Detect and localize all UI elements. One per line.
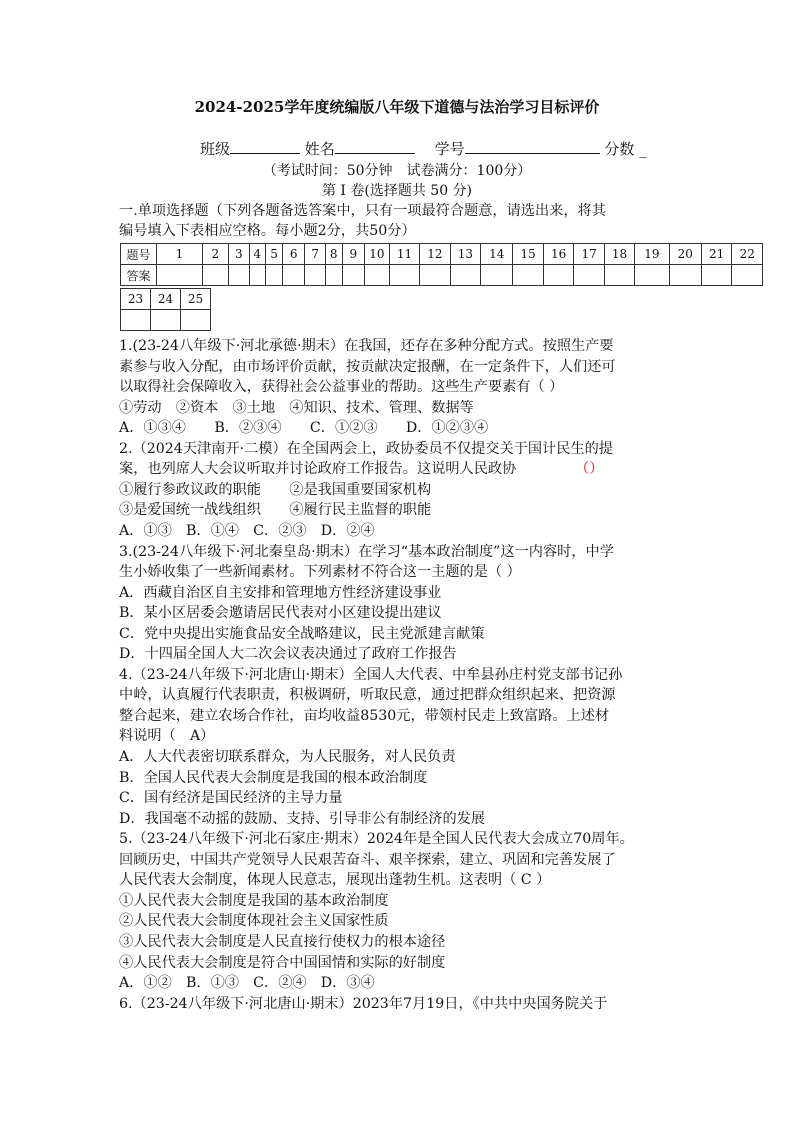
text-line: 4.（23-24八年级下·河北唐山·期末）全国人大代表、中牟县孙庄村党支部书记孙 <box>119 666 623 683</box>
text-line: ③是爱国统一战线组织 ④履行民主监督的职能 <box>119 502 432 519</box>
score-tail: _ <box>639 140 647 158</box>
answer-cell[interactable] <box>420 265 450 286</box>
answer-cell[interactable] <box>365 265 390 286</box>
answer-cell[interactable] <box>305 265 326 286</box>
answer-cell[interactable] <box>325 265 342 286</box>
answer-cell[interactable] <box>151 310 181 331</box>
question-number-cell: 23 <box>121 289 151 310</box>
question-number-cell: 15 <box>513 244 543 265</box>
text-line: 素参与收入分配，由市场评价贡献，按贡献决定报酬，在一定条件下，人们还可 <box>119 358 616 375</box>
answer-cell[interactable] <box>513 265 543 286</box>
question-number-cell: 8 <box>325 244 342 265</box>
text-line: A．①③ B．①④ C．②③ D．②④ <box>119 522 375 539</box>
text-line: 回顾历史，中国共产党领导人民艰苦奋斗、艰辛探索，建立、巩固和完善发展了 <box>119 851 616 868</box>
question-number-cell: 3 <box>229 244 250 265</box>
question-number-cell: 20 <box>669 244 701 265</box>
question-number-cell: 6 <box>282 244 304 265</box>
text-line: ①劳动 ②资本 ③土地 ④知识、技术、管理、数据等 <box>119 399 474 416</box>
text-line: A．人大代表密切联系群众，为人民服务，对人民负责 <box>119 749 456 765</box>
answer-cell[interactable] <box>543 265 573 286</box>
text-line: 5.（23-24八年级下·河北石家庄·期末）2024年是全国人民代表大会成立70周年。 <box>119 831 634 848</box>
answer-cell[interactable] <box>389 265 419 286</box>
question-number-cell: 14 <box>481 244 513 265</box>
question-number-cell: 1 <box>157 244 203 265</box>
question-number-cell: 7 <box>305 244 326 265</box>
answer-cell[interactable] <box>701 265 731 286</box>
volume-title: 第 I 卷(选择题共 50 分) <box>321 183 473 199</box>
question-number-cell: 10 <box>365 244 390 265</box>
text-line: 整合起来，建立农场合作社，亩均收益8530元，带领村民走上致富路。上述材 <box>119 707 610 724</box>
table-header-label: 题号 <box>121 244 157 265</box>
exam-meta: （考试时间：50分钟 试卷满分：100分） <box>262 163 532 179</box>
text-line: 6.（23-24八年级下·河北唐山·期末）2023年7月19日，《中共中央国务院关于 <box>119 995 608 1012</box>
answer-cell[interactable] <box>181 310 211 331</box>
document-title: 2024-2025学年度统编版八年级下道德与法治学习目标评价 <box>194 98 600 116</box>
name-blank[interactable] <box>335 139 415 154</box>
text-line: 生小娇收集了一些新闻素材。下列素材不符合这一主题的是（ ） <box>119 564 521 581</box>
question-number-cell: 9 <box>342 244 364 265</box>
question-number-cell: 25 <box>181 289 211 310</box>
answer-cell[interactable] <box>249 265 266 286</box>
question-number-cell: 2 <box>202 244 228 265</box>
answer-cell[interactable] <box>342 265 364 286</box>
question-number-cell: 11 <box>389 244 419 265</box>
answer-cell[interactable] <box>266 265 283 286</box>
text-line: ④人民代表大会制度是符合中国国情和实际的好制度 <box>119 954 446 971</box>
text-line: 1.(23-24八年级下·河北承德·期末）在我国，还存在多种分配方式。按照生产要 <box>119 338 614 354</box>
answer-table-continued <box>120 288 211 331</box>
text-line: ②人民代表大会制度体现社会主义国家性质 <box>119 913 389 930</box>
text-line: 中岭，认真履行代表职责，积极调研，听取民意，通过把群众组织起来、把资源 <box>119 687 616 704</box>
text-line: B．某小区居委会邀请居民代表对小区建设提出建议 <box>119 605 442 622</box>
table-answer-label: 答案 <box>121 265 157 286</box>
answer-cell[interactable] <box>481 265 513 286</box>
text-line: B．全国人民代表大会制度是我国的根本政治制度 <box>119 769 428 786</box>
class-blank[interactable] <box>230 139 300 154</box>
text-line: 料说明（ A） <box>119 728 215 745</box>
score-label: 分数 <box>604 140 635 158</box>
text-line: 人民代表大会制度，体现人民意志，展现出蓬勃生机。这表明（ C ） <box>119 872 551 889</box>
answer-cell[interactable] <box>669 265 701 286</box>
question-number-cell: 12 <box>420 244 450 265</box>
question-number-cell: 19 <box>635 244 669 265</box>
section-intro-1: 一.单项选择题（下列各题备选答案中，只有一项最符合题意，请选出来，将其 <box>119 203 606 219</box>
question-number-cell: 18 <box>604 244 634 265</box>
text-line: C．党中央提出实施食品安全战略建议，民主党派建言献策 <box>119 625 485 642</box>
question-number-cell: 22 <box>732 244 763 265</box>
answer-cell[interactable] <box>604 265 634 286</box>
answer-cell[interactable] <box>157 265 203 286</box>
text-line: ①人民代表大会制度是我国的基本政治制度 <box>119 892 389 909</box>
text-line: A．西藏自治区自主安排和管理地方性经济建设事业 <box>119 584 442 601</box>
text-line: 2.（2024天津南开·二模）在全国两会上，政协委员不仅提交关于国计民生的提 <box>119 440 613 457</box>
answer-cell[interactable] <box>450 265 480 286</box>
question-number-cell: 24 <box>151 289 181 310</box>
section-intro-2: 编号填入下表相应空格。每小题2分，共50分） <box>119 223 416 239</box>
question-number-cell: 17 <box>574 244 604 265</box>
answer-cell[interactable] <box>121 310 151 331</box>
name-label: 姓名 <box>304 140 335 158</box>
question-number-cell: 21 <box>701 244 731 265</box>
text-line: 以取得社会保障收入，获得社会公益事业的帮助。这些生产要素有（ ） <box>119 379 564 396</box>
text-line: D．我国毫不动摇的鼓励、支持、引导非公有制经济的发展 <box>119 810 486 827</box>
text-line: ①履行参政议政的职能 ②是我国重要国家机构 <box>119 481 432 498</box>
answer-cell[interactable] <box>229 265 250 286</box>
answer-cell[interactable] <box>635 265 669 286</box>
answer-cell[interactable] <box>574 265 604 286</box>
text-line: A．①② B．①③ C．②④ D．③④ <box>119 975 375 992</box>
text-line: C．国有经济是国民经济的主导力量 <box>119 790 343 807</box>
text-line: A．①③④ B．②③④ C．①②③ D．①②③④ <box>119 420 489 437</box>
student-info-line <box>200 138 647 159</box>
id-label: 学号 <box>434 140 465 158</box>
question-number-cell: 4 <box>249 244 266 265</box>
question-number-cell: 13 <box>450 244 480 265</box>
answer-cell[interactable] <box>732 265 763 286</box>
answer-cell[interactable] <box>202 265 228 286</box>
text-line: 3.(23-24八年级下·河北秦皇岛·期末）在学习“基本政治制度”这一内容时，中学 <box>119 543 614 560</box>
id-blank[interactable] <box>465 139 600 154</box>
text-line: D．十四届全国人大二次会议表决通过了政府工作报告 <box>119 646 457 663</box>
class-label: 班级 <box>200 140 231 158</box>
answer-table <box>120 243 763 286</box>
answer-cell[interactable] <box>282 265 304 286</box>
question-number-cell: 5 <box>266 244 283 265</box>
text-line: 案，也列席人大会议听取并讨论政府工作报告。这说明人民政协 <box>119 461 517 478</box>
text-line: ③人民代表大会制度是人民直接行使权力的根本途径 <box>119 933 446 950</box>
question-number-cell: 16 <box>543 244 573 265</box>
answer-paren: （） <box>575 461 604 478</box>
